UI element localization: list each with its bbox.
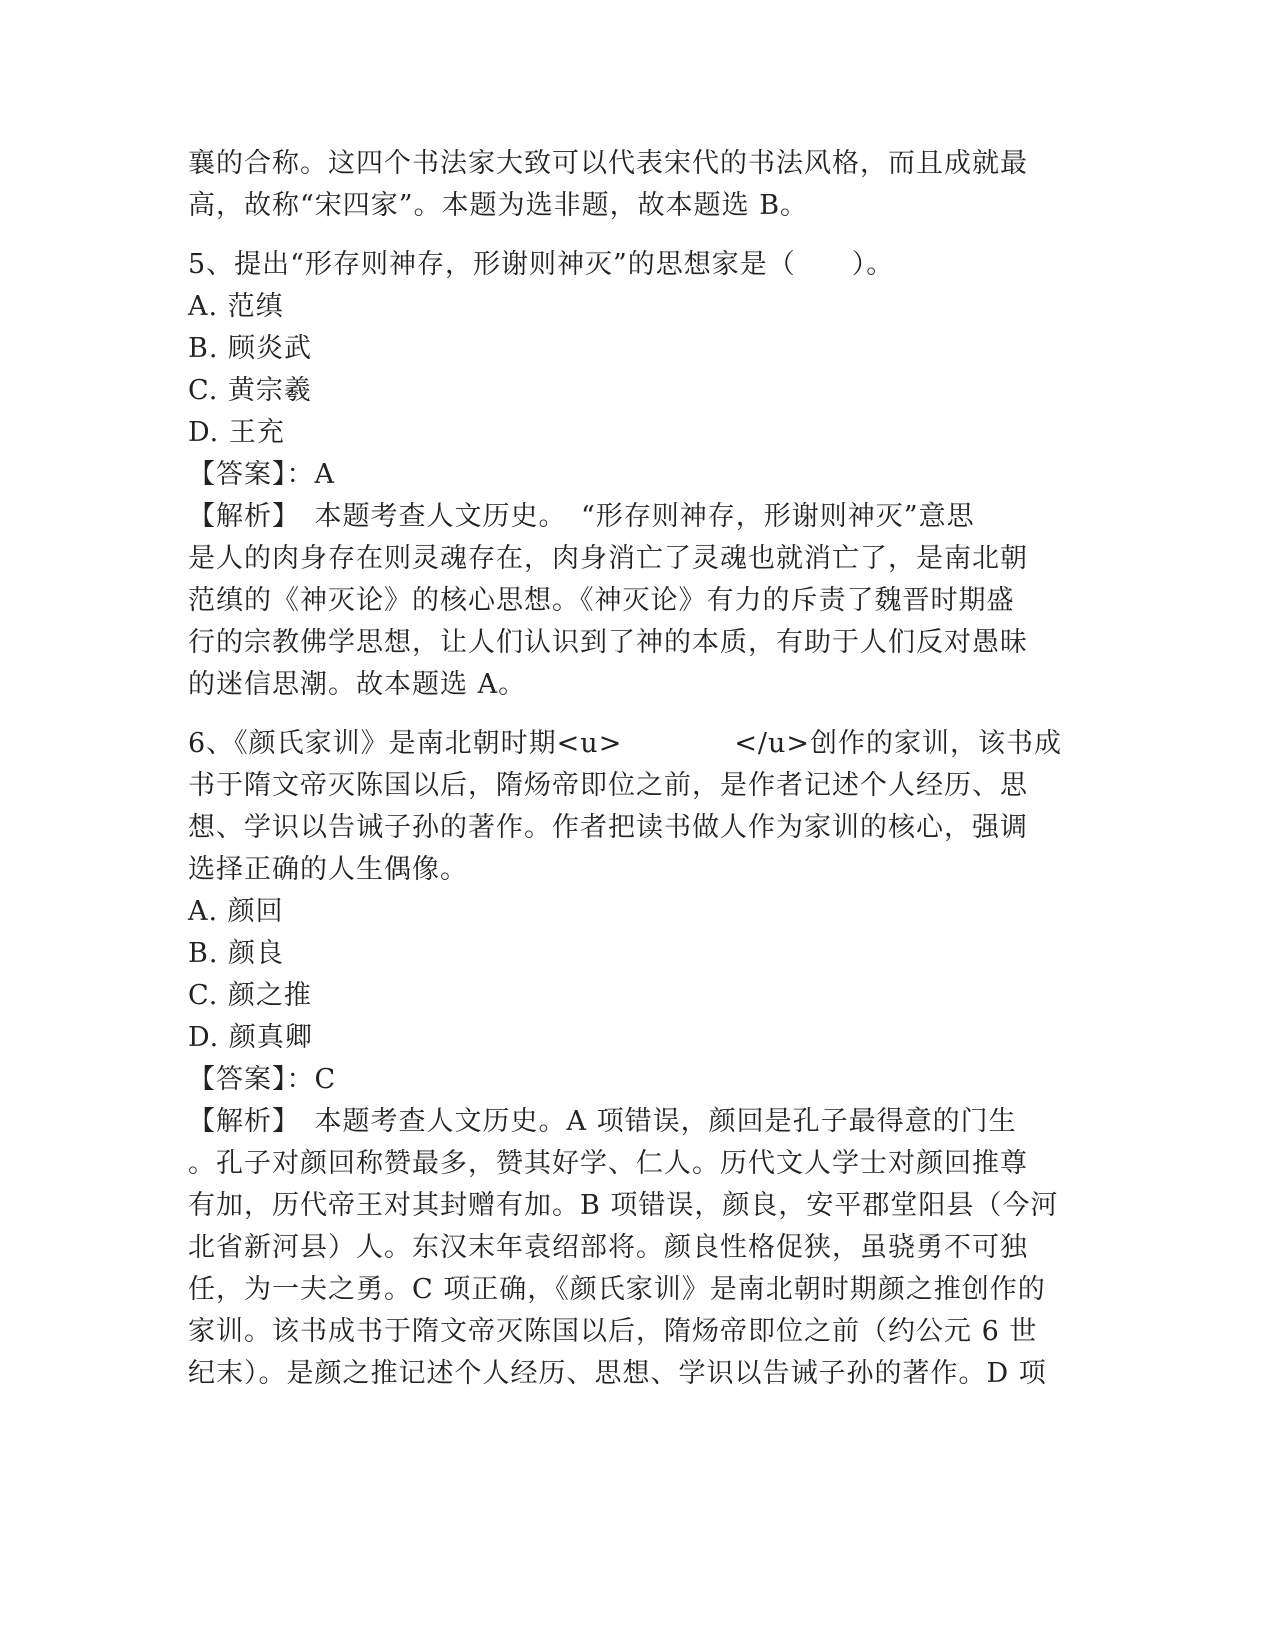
question-5-option-c: C. 黄宗羲 (188, 375, 312, 406)
question-5-option-a: A. 范缜 (188, 291, 284, 322)
question-6-analysis: 任，为一夫之勇。C 项正确，《颜氏家训》是南北朝时期颜之推创作的 (188, 1274, 1046, 1305)
question-6-analysis: 。孔子对颜回称赞最多，赞其好学、仁人。历代文人学士对颜回推尊 (188, 1148, 1028, 1179)
text-line: 襄的合称。这四个书法家大致可以代表宋代的书法风格，而且成就最 (188, 148, 1028, 179)
question-6-analysis: 北省新河县）人。东汉末年袁绍部将。颜良性格促狭，虽骁勇不可独 (188, 1232, 1028, 1263)
question-6-analysis: 有加，历代帝王对其封赠有加。B 项错误，颜良，安平郡堂阳县（今河 (188, 1190, 1059, 1221)
question-6-answer: 【答案】：C (188, 1064, 337, 1095)
question-5-analysis: 是人的肉身存在则灵魂存在，肉身消亡了灵魂也就消亡了，是南北朝 (188, 543, 1028, 574)
question-5-analysis: 的迷信思潮。故本题选 A。 (188, 669, 527, 700)
question-5-analysis: 行的宗教佛学思想，让人们认识到了神的本质，有助于人们反对愚昧 (188, 627, 1028, 658)
question-5-analysis: 范缜的《神灭论》的核心思想。《神灭论》有力的斥责了魏晋时期盛 (188, 585, 1015, 616)
question-6-stem: 书于隋文帝灭陈国以后，隋炀帝即位之前，是作者记述个人经历、思 (188, 770, 1028, 801)
question-6-analysis: 【解析】 本题考查人文历史。A 项错误，颜回是孔子最得意的门生 (188, 1106, 1017, 1137)
question-5-option-b: B. 顾炎武 (188, 333, 313, 364)
question-5-answer: 【答案】：A (188, 459, 335, 490)
question-6-stem: 6、《颜氏家训》是南北朝时期<u> </u>创作的家训，该书成 (188, 728, 1063, 759)
question-6-option-a: A. 颜回 (188, 896, 284, 927)
question-6-analysis: 家训。该书成书于隋文帝灭陈国以后，隋炀帝即位之前（约公元 6 世 (188, 1316, 1038, 1347)
question-6-stem: 想、学识以告诫子孙的著作。作者把读书做人作为家训的核心，强调 (188, 812, 1028, 843)
question-6-option-d: D. 颜真卿 (188, 1022, 313, 1053)
question-6-option-b: B. 颜良 (188, 938, 285, 969)
question-5-option-d: D. 王充 (188, 417, 285, 448)
question-6-option-c: C. 颜之推 (188, 980, 312, 1011)
text-line: 高，故称“宋四家”。本题为选非题，故本题选 B。 (188, 190, 809, 221)
question-5-analysis: 【解析】 本题考查人文历史。 “形存则神存，形谢则神灭”意思 (188, 501, 975, 532)
question-6-analysis: 纪末）。是颜之推记述个人经历、思想、学识以告诫子孙的著作。D 项 (188, 1358, 1047, 1389)
question-5-stem: 5、提出“形存则神存，形谢则神灭”的思想家是（ ）。 (188, 249, 895, 280)
question-6-stem: 选择正确的人生偶像。 (188, 854, 468, 885)
